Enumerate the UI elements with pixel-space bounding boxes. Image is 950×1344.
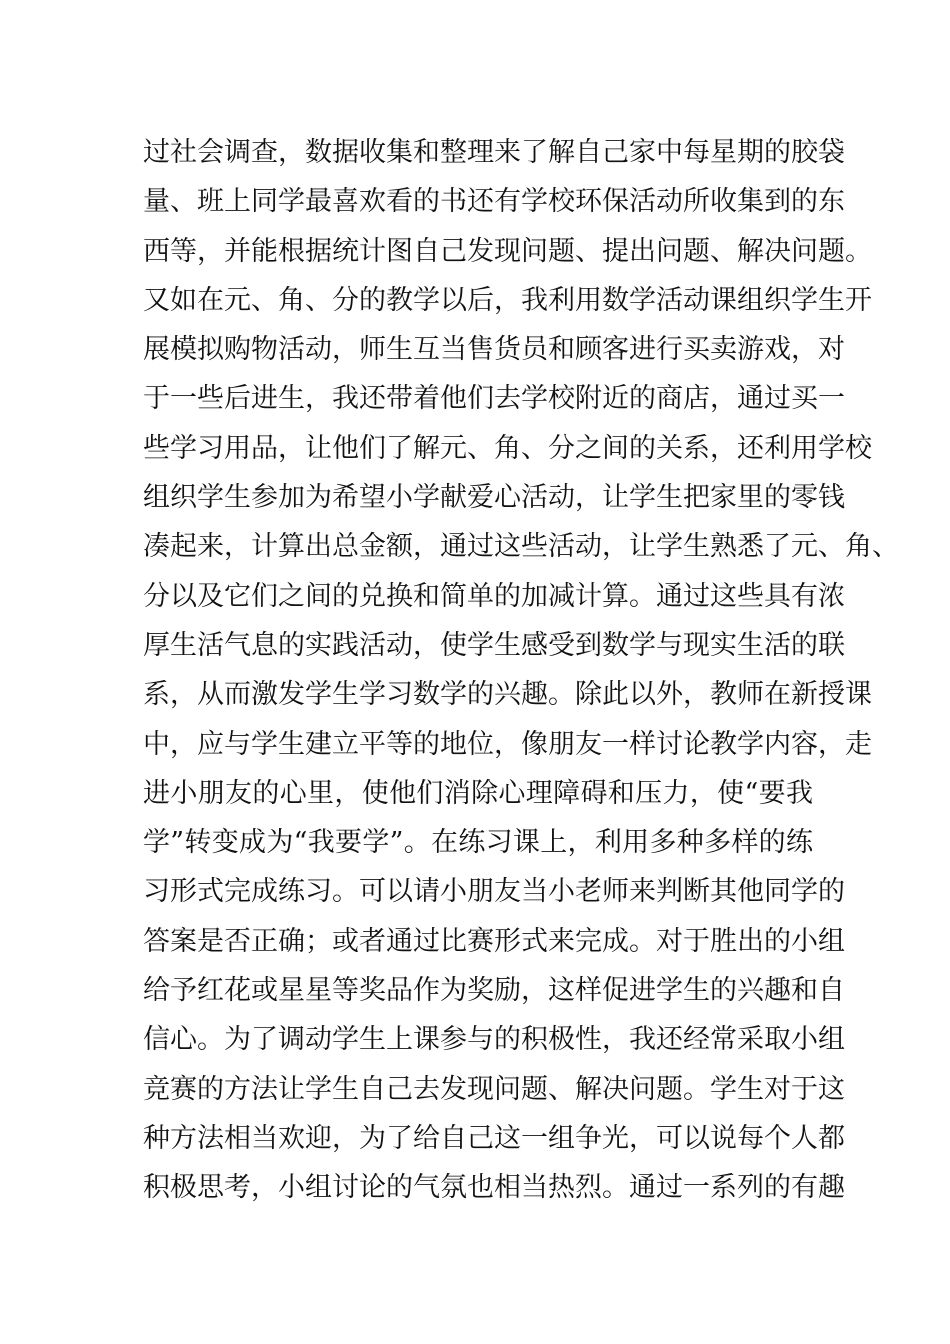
text-line: 竞赛的方法让学生自己去发现问题、解决问题。学生对于这 bbox=[143, 1073, 845, 1105]
text-line: 又如在元、角、分的教学以后，我利用数学活动课组织学生开 bbox=[143, 284, 872, 316]
text-line: 答案是否正确；或者通过比赛形式来完成。对于胜出的小组 bbox=[143, 925, 845, 957]
text-line: 系，从而激发学生学习数学的兴趣。除此以外，教师在新授课 bbox=[143, 679, 872, 711]
text-line: 进小朋友的心里，使他们消除心理障碍和压力，使“要我 bbox=[143, 777, 813, 809]
text-line: 学”转变成为“我要学”。在练习课上，利用多种多样的练 bbox=[143, 827, 813, 859]
text-line: 分以及它们之间的兑换和简单的加减计算。通过这些具有浓 bbox=[143, 580, 845, 612]
text-line: 种方法相当欢迎，为了给自己这一组争光，可以说每个人都 bbox=[143, 1122, 845, 1154]
text-line: 凑起来，计算出总金额，通过这些活动，让学生熟悉了元、角、 bbox=[143, 531, 899, 563]
text-line: 中，应与学生建立平等的地位，像朋友一样讨论教学内容，走 bbox=[143, 728, 872, 760]
text-line: 习形式完成练习。可以请小朋友当小老师来判断其他同学的 bbox=[143, 876, 845, 908]
text-line: 量、班上同学最喜欢看的书还有学校环保活动所收集到的东 bbox=[143, 186, 845, 218]
text-line: 过社会调查，数据收集和整理来了解自己家中每星期的胶袋 bbox=[143, 137, 845, 168]
text-line: 给予红花或星星等奖品作为奖励，这样促进学生的兴趣和自 bbox=[143, 975, 845, 1007]
text-line: 信心。为了调动学生上课参与的积极性，我还经常采取小组 bbox=[143, 1024, 845, 1056]
text-line: 些学习用品，让他们了解元、角、分之间的关系，还利用学校 bbox=[143, 432, 872, 464]
text-line: 展模拟购物活动，师生互当售货员和顾客进行买卖游戏，对 bbox=[143, 334, 845, 366]
text-line: 西等，并能根据统计图自己发现问题、提出问题、解决问题。 bbox=[143, 235, 872, 267]
text-line: 于一些后进生，我还带着他们去学校附近的商店，通过买一 bbox=[143, 383, 845, 415]
text-line: 厚生活气息的实践活动，使学生感受到数学与现实生活的联 bbox=[143, 629, 845, 661]
text-line: 组织学生参加为希望小学献爱心活动，让学生把家里的零钱 bbox=[143, 482, 845, 514]
text-line: 积极思考，小组讨论的气氛也相当热烈。通过一系列的有趣 bbox=[143, 1172, 845, 1204]
body-paragraph bbox=[143, 128, 899, 1213]
